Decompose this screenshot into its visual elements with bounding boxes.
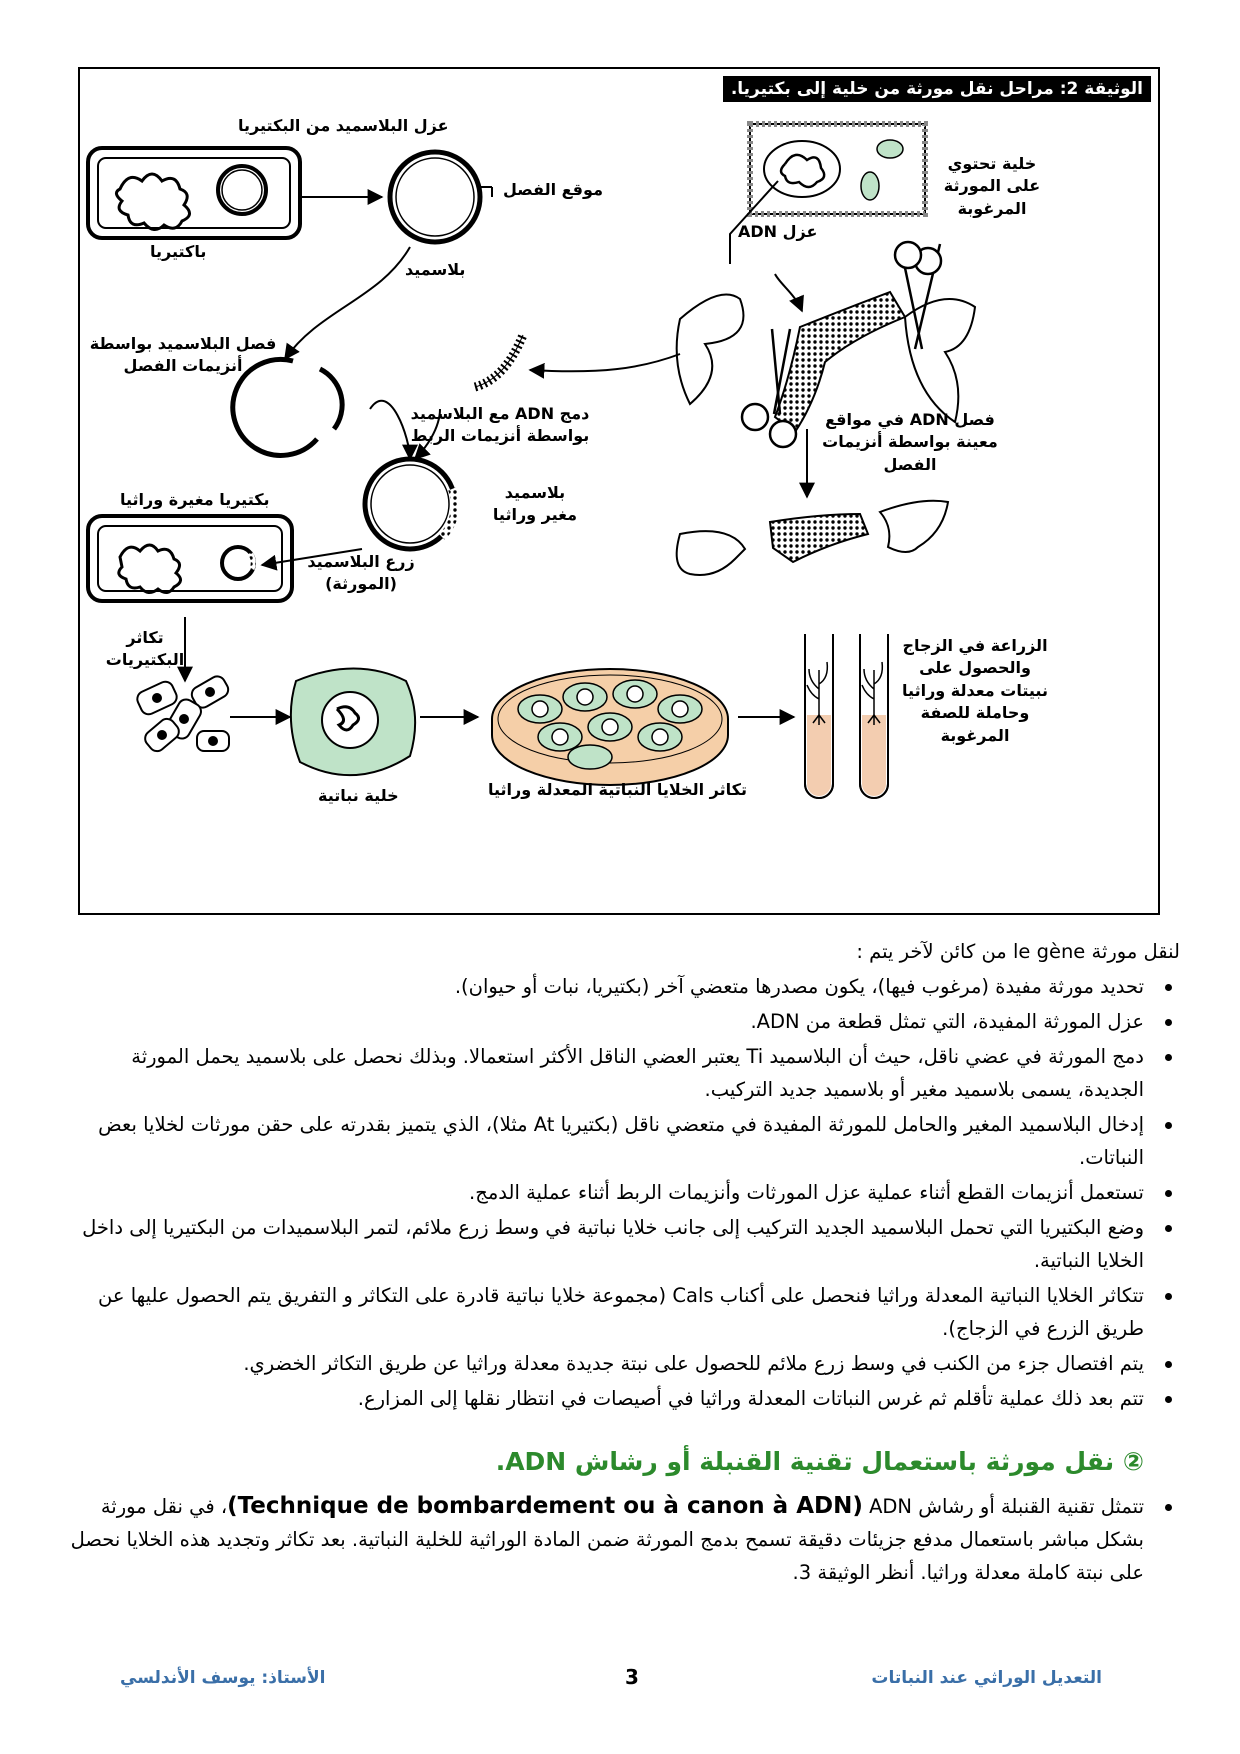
- bacterium-top: [88, 148, 300, 238]
- label-integrate-adn: دمج ADN مع البلاسميد بواسطة أنزيمات الربط: [410, 404, 590, 446]
- label-implant-plasmid: زرع البلاسميد (المورثة): [307, 552, 415, 594]
- label-cut-site: موقع الفصل: [503, 180, 603, 199]
- label-plant-cell: خلية نباتية: [318, 786, 399, 805]
- plasmid-small-icon: [218, 166, 266, 214]
- list-item: دمج المورثة في عضي ناقل، حيث أن البلاسميد Ti يعتبر العضي الناقل الأكثر استعمالا. وبذلك نحصل على بلاسميد يحمل المورثة الجديدة، يسمى بلاسميد مغير أو بلاسميد جديد التركيب.: [60, 1040, 1144, 1106]
- label-gm-plasmid: بلاسميد مغير وراثيا: [492, 483, 578, 525]
- label-isolate-adn: عزل ADN: [738, 222, 818, 241]
- section-2-text-2: ، في نقل مورثة بشكل مباشر باستعمال مدفع جزيئات دقيقة تسمح بدمج المورثة ضمن المادة الوراثية للخلية النباتية. بعد تكاثر وتجديد هذه الخلايا نحصل على نبتة كاملة معدلة وراثيا. أنظر الوثيقة 3.: [70, 1495, 1144, 1584]
- bacteria-cluster: [135, 673, 231, 754]
- list-item: تتكاثر الخلايا النباتية المعدلة وراثيا فنحصل على أكناب Cals (مجموعة خلايا نباتية قادرة على التكاثر و التفريق يتم الحصول عليها عن طريق الزرع في الزجاج).: [60, 1279, 1144, 1345]
- section-2-heading: [60, 1445, 1144, 1478]
- list-item: وضع البكتيريا التي تحمل البلاسميد الجديد التركيب إلى جانب خلايا نباتية في وسط زرع ملائم، لتمر البلاسميدات من البكتيريا إلى داخل الخلايا النباتية.: [60, 1211, 1144, 1277]
- label-cell-with-gene: خلية تحتوي على المورثة المرغوبة: [943, 154, 1041, 218]
- label-plasmid: بلاسميد: [405, 260, 466, 279]
- list-item: إدخال البلاسميد المغير والحامل للمورثة المفيدة في متعضي ناقل (بكتيريا At مثلا)، الذي يتميز بقدرته على حقن مورثات لخلايا بعض النباتات.: [60, 1108, 1144, 1174]
- section-2-text-1: تتمثل تقنية القنبلة أو رشاش ADN: [862, 1495, 1144, 1518]
- petri-dish: [492, 669, 728, 785]
- label-bacteria: باكتيريا: [150, 242, 207, 261]
- section-2-technique-name: (Technique de bombardement ou à canon à ADN): [227, 1493, 863, 1519]
- footer-page-number: 3: [625, 1665, 639, 1689]
- source-cell: [750, 124, 925, 214]
- section-number: ②: [1122, 1447, 1144, 1476]
- list-item: تحديد مورثة مفيدة (مرغوب فيها)، يكون مصدرها متعضي آخر (بكتيريا، نبات أو حيوان).: [60, 970, 1144, 1003]
- label-bacteria-proliferation: تكاثر البكتيريات: [105, 628, 185, 670]
- modified-plasmid: [365, 459, 455, 549]
- list-item: عزل المورثة المفيدة، التي تمثل قطعة من ADN.: [60, 1005, 1144, 1038]
- label-culture: الزراعة في الزجاج والحصول على نبيتات معدلة وراثيا وحاملة للصفة المرغوبة: [902, 636, 1048, 745]
- label-cut-plasmid: فصل البلاسميد بواسطة أنزيمات الفصل: [89, 334, 277, 376]
- section-2-list: [60, 1490, 1180, 1589]
- list-item: تستعمل أنزيمات القطع أثناء عملية عزل المورثات وأنزيمات الربط أثناء عملية الدمج.: [60, 1176, 1144, 1209]
- cut-adn-pieces: [677, 501, 948, 575]
- list-item: يتم افتصال جزء من الكنب في وسط زرع ملائم للحصول على نبتة جديدة معدلة وراثيا عن طريق التكاثر الخضري.: [60, 1347, 1144, 1380]
- list-item: [60, 1490, 1144, 1589]
- section-title: نقل مورثة باستعمال تقنية القنبلة أو رشاش ADN.: [495, 1447, 1115, 1476]
- label-gm-bacteria: بكتيريا مغيرة وراثيا: [120, 490, 270, 509]
- document-2-frame: [78, 67, 1160, 915]
- label-cut-adn: فصل ADN في مواقع معينة بواسطة أنزيمات الفصل: [822, 410, 998, 474]
- label-isolate-plasmid: عزل البلاسميد من البكتيريا: [238, 116, 449, 135]
- steps-list: [60, 970, 1180, 1415]
- footer-course-title: التعديل الوراثي عند النباتات: [871, 1668, 1102, 1688]
- list-item: تتم بعد ذلك عملية تأقلم ثم غرس النباتات المعدلة وراثيا في أصيصات في انتظار نقلها إلى المزارع.: [60, 1382, 1144, 1415]
- footer-teacher: الأستاذ: يوسف الأندلسي: [120, 1668, 326, 1688]
- test-tubes: [805, 634, 888, 798]
- plant-cell: [291, 669, 415, 776]
- body-text: [60, 935, 1180, 1591]
- isolated-plasmid: [390, 152, 492, 242]
- label-gm-cells-proliferation: تكاثر الخلايا النباتية المعدلة وراثيا: [488, 780, 747, 799]
- gm-bacterium: [88, 516, 292, 601]
- document-title: الوثيقة 2: مراحل نقل مورثة من خلية إلى بكتيريا.: [723, 76, 1151, 102]
- intro-paragraph: لنقل مورثة le gène من كائن لآخر يتم :: [856, 940, 1180, 963]
